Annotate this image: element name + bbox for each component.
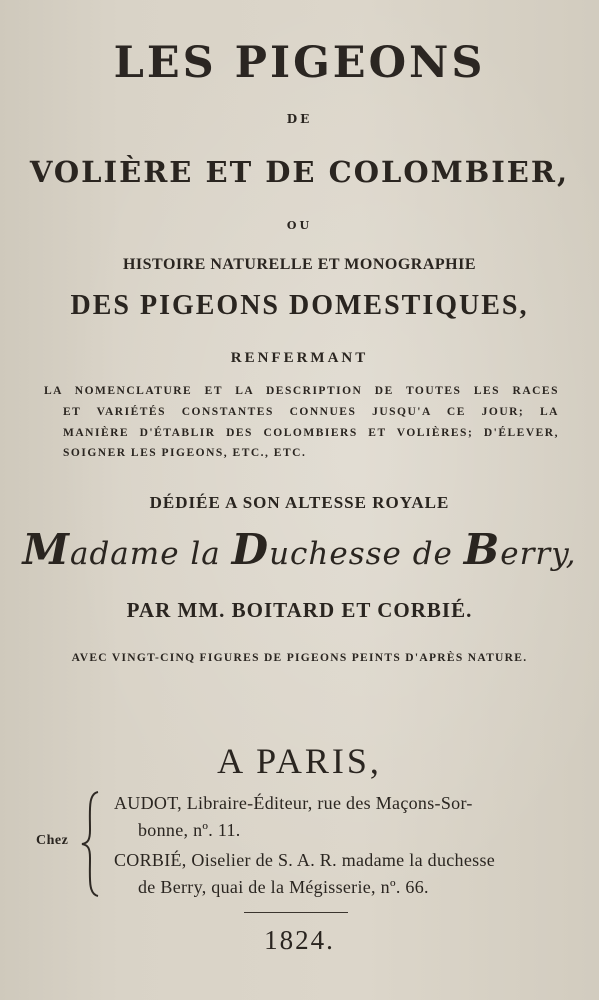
dedication: DÉDIÉE A SON ALTESSE ROYALE xyxy=(149,493,450,512)
alt-title-line2: DES PIGEONS DOMESTIQUES, xyxy=(70,290,529,321)
renfermant-heading: RENFERMANT xyxy=(230,350,369,366)
name-part: uchesse de xyxy=(269,536,464,572)
book-title: LES PIGEONS xyxy=(113,38,486,88)
imprint-city: A PARIS, xyxy=(217,741,382,781)
name-part: erry, xyxy=(500,536,577,572)
book-subtitle: VOLIÈRE ET DE COLOMBIER, xyxy=(29,155,570,189)
publisher-audot-line2: bonne, nº. 11. xyxy=(138,820,241,840)
initial-b: B xyxy=(463,525,501,574)
name-part: adame la xyxy=(69,536,232,572)
curly-brace-icon xyxy=(80,790,102,898)
divider-rule xyxy=(244,912,348,913)
alt-title-line1: HISTOIRE NATURELLE ET MONOGRAPHIE xyxy=(122,256,476,273)
initial-d: D xyxy=(231,525,270,574)
publisher-corbie-line1: CORBIÉ, Oiselier de S. A. R. madame la duchesse xyxy=(114,850,496,870)
initial-m: M xyxy=(22,525,70,574)
chez-label: Chez xyxy=(36,833,69,848)
description-line: MANIÈRE D'ÉTABLIR DES COLOMBIERS ET VOLIÈRES; D'ÉLEVER, xyxy=(63,427,559,439)
authors-line: PAR MM. BOITARD ET CORBIÉ. xyxy=(126,598,473,622)
figures-note: AVEC VINGT-CINQ FIGURES DE PIGEONS PEINTS D'APRÈS NATURE. xyxy=(71,652,528,664)
dedicatee-name xyxy=(0,525,599,574)
publisher-audot-line1: AUDOT, Libraire-Éditeur, rue des Maçons-Sor- xyxy=(114,793,473,813)
connector-de: DE xyxy=(286,112,313,126)
publisher-corbie-line2: de Berry, quai de la Mégisserie, nº. 66. xyxy=(138,877,429,897)
description-line: SOIGNER LES PIGEONS, ETC., ETC. xyxy=(63,447,307,459)
description-line: LA NOMENCLATURE ET LA DESCRIPTION DE TOUTES LES RACES xyxy=(44,385,559,397)
description-line: ET VARIÉTÉS CONSTANTES CONNUES JUSQU'A CE JOUR; LA xyxy=(63,406,559,418)
publication-year: 1824. xyxy=(264,925,335,955)
connector-ou: OU xyxy=(286,219,313,232)
